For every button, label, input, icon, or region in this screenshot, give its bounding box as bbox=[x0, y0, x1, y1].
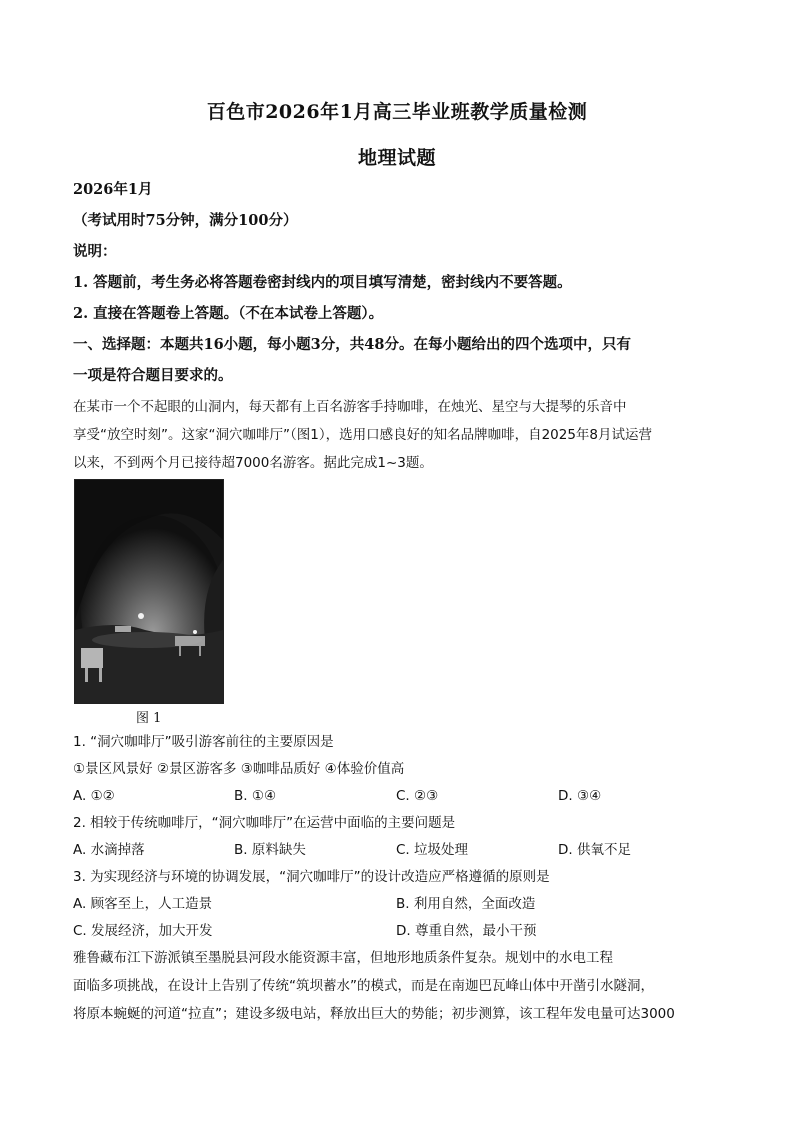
passage1-line3: 以来，不到两个月已接待超7000名游客。据此完成1~3题。 bbox=[73, 455, 433, 471]
q2-option-b: B. 原料缺失 bbox=[234, 842, 306, 858]
q1-option-a: A. ①② bbox=[73, 788, 115, 804]
passage2-line3: 将原本蜿蜒的河道“拉直”；建设多级电站，释放出巨大的势能；初步测算，该工程年发电量可达3000 bbox=[73, 1006, 675, 1022]
cave-cafe-photo bbox=[74, 479, 224, 704]
note-1: 1. 答题前，考生务必将答题卷密封线内的项目填写清楚，密封线内不要答题。 bbox=[73, 274, 572, 291]
q3-option-a: A. 顾客至上，人工造景 bbox=[73, 896, 213, 912]
q1-option-c: C. ②③ bbox=[396, 788, 439, 804]
question-3-stem: 3. 为实现经济与环境的协调发展，“洞穴咖啡厅”的设计改造应严格遵循的原则是 bbox=[73, 869, 550, 885]
exam-title: 百色市2026年1月高三毕业班教学质量检测 bbox=[206, 101, 588, 123]
passage1-line2: 享受“放空时刻”。这家“洞穴咖啡厅”（图1），选用口感良好的知名品牌咖啡，自2025年8月试运营 bbox=[73, 427, 653, 443]
q2-option-d: D. 供氧不足 bbox=[558, 842, 631, 858]
q3-option-c: C. 发展经济，加大开发 bbox=[73, 923, 213, 939]
passage2-line2: 面临多项挑战，在设计上告别了传统“筑坝蓄水”的模式，而是在南迦巴瓦峰山体中开凿引水隧洞， bbox=[73, 978, 654, 994]
question-1-statements: ①景区风景好 ②景区游客多 ③咖啡品质好 ④体验价值高 bbox=[73, 761, 405, 777]
exam-date: 2026年1月 bbox=[73, 181, 153, 198]
q3-option-d: D. 尊重自然，最小干预 bbox=[396, 923, 537, 939]
q1-option-b: B. ①④ bbox=[234, 788, 277, 804]
figure-caption: 图 1 bbox=[136, 711, 162, 726]
q2-option-a: A. 水滴掉落 bbox=[73, 842, 145, 858]
question-2-stem: 2. 相较于传统咖啡厅，“洞穴咖啡厅”在运营中面临的主要问题是 bbox=[73, 815, 456, 831]
exam-subject: 地理试题 bbox=[357, 147, 436, 169]
q3-option-b: B. 利用自然，全面改造 bbox=[396, 896, 536, 912]
notes-label: 说明： bbox=[73, 243, 117, 260]
note-2: 2. 直接在答题卷上答题。（不在本试卷上答题）。 bbox=[73, 305, 384, 322]
section-heading-line1: 一、选择题：本题共16小题，每小题3分，共48分。在每小题给出的四个选项中，只有 bbox=[73, 336, 631, 353]
question-1-stem: 1. “洞穴咖啡厅”吸引游客前往的主要原因是 bbox=[73, 734, 334, 750]
exam-info: （考试用时75分钟，满分100分） bbox=[73, 212, 298, 229]
section-heading-line2: 一项是符合题目要求的。 bbox=[73, 367, 233, 384]
q2-option-c: C. 垃圾处理 bbox=[396, 842, 469, 858]
q1-option-d: D. ③④ bbox=[558, 788, 602, 804]
passage1-line1: 在某市一个不起眼的山洞内，每天都有上百名游客手持咖啡，在烛光、星空与大提琴的乐音中 bbox=[73, 399, 627, 415]
passage2-line1: 雅鲁藏布江下游派镇至墨脱县河段水能资源丰富，但地形地质条件复杂。规划中的水电工程 bbox=[73, 950, 613, 966]
